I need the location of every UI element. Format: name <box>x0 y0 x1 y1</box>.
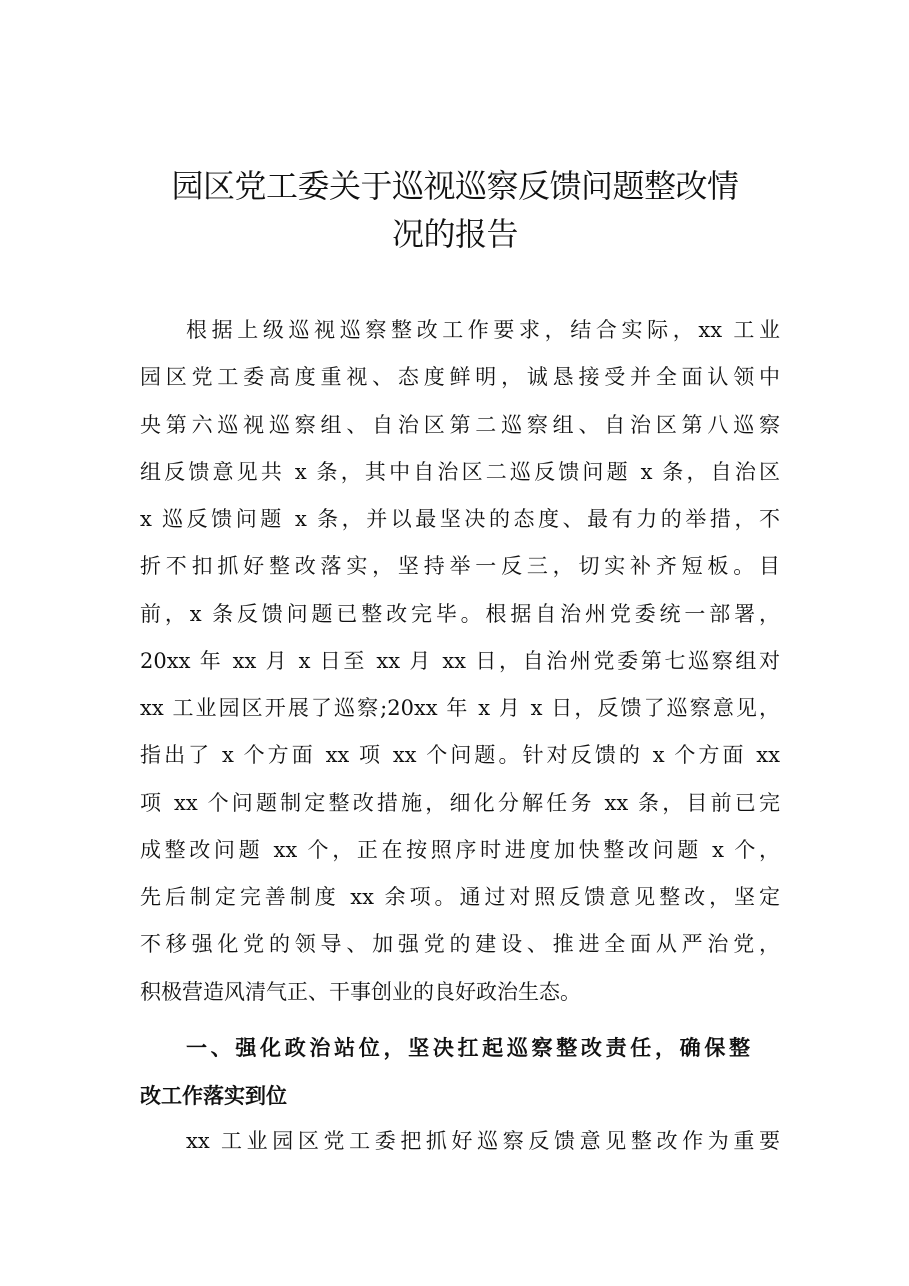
paragraph-line: x 巡反馈问题 x 条，并以最坚决的态度、最有力的举措，不 <box>140 507 780 531</box>
paragraph-line: xx 工业园区开展了巡察;20xx 年 x 月 x 日，反馈了巡察意见， <box>140 696 780 720</box>
paragraph-line: xx 工业园区党工委把抓好巡察反馈意见整改作为重要 <box>186 1129 780 1153</box>
heading-line: 改工作落实到位 <box>140 1084 287 1108</box>
paragraph-line: 折不扣抓好整改落实，坚持举一反三，切实补齐短板。目 <box>140 554 780 579</box>
intro-paragraph <box>140 307 780 1016</box>
paragraph-line: 先后制定完善制度 xx 余项。通过对照反馈意见整改，坚定 <box>140 885 780 909</box>
paragraph-line: 根据上级巡视巡察整改工作要求，结合实际，xx 工业 <box>186 318 780 342</box>
paragraph-line: 积极营造风清气正、干事创业的良好政治生态。 <box>140 979 581 1004</box>
report-title <box>140 162 770 258</box>
report-title-line-2: 况的报告 <box>391 215 518 253</box>
paragraph-line: 组反馈意见共 x 条，其中自治区二巡反馈问题 x 条，自治区 <box>140 459 780 484</box>
paragraph-line: 成整改问题 xx 个，正在按照序时进度加快整改问题 x 个， <box>140 837 780 862</box>
paragraph-line: 前，x 条反馈问题已整改完毕。根据自治州党委统一部署， <box>140 601 780 626</box>
paragraph-line: 不移强化党的领导、加强党的建设、推进全面从严治党， <box>140 932 780 957</box>
paragraph-line: 20xx 年 xx 月 x 日至 xx 月 xx 日，自治州党委第七巡察组对 <box>140 648 780 673</box>
report-title-line-1: 园区党工委关于巡视巡察反馈问题整改情 <box>171 167 739 205</box>
section-heading-1 <box>140 1024 780 1120</box>
heading-line: 一、强化政治站位，坚决扛起巡察整改责任，确保整 <box>186 1036 750 1060</box>
paragraph-line: 央第六巡视巡察组、自治区第二巡察组、自治区第八巡察 <box>140 412 780 437</box>
paragraph-line: 指出了 x 个方面 xx 项 xx 个问题。针对反馈的 x 个方面 xx <box>140 743 780 768</box>
section-1-paragraph <box>140 1118 780 1165</box>
paragraph-line: 园区党工委高度重视、态度鲜明，诚恳接受并全面认领中 <box>140 365 780 390</box>
paragraph-line: 项 xx 个问题制定整改措施，细化分解任务 xx 条，目前已完 <box>140 790 780 815</box>
